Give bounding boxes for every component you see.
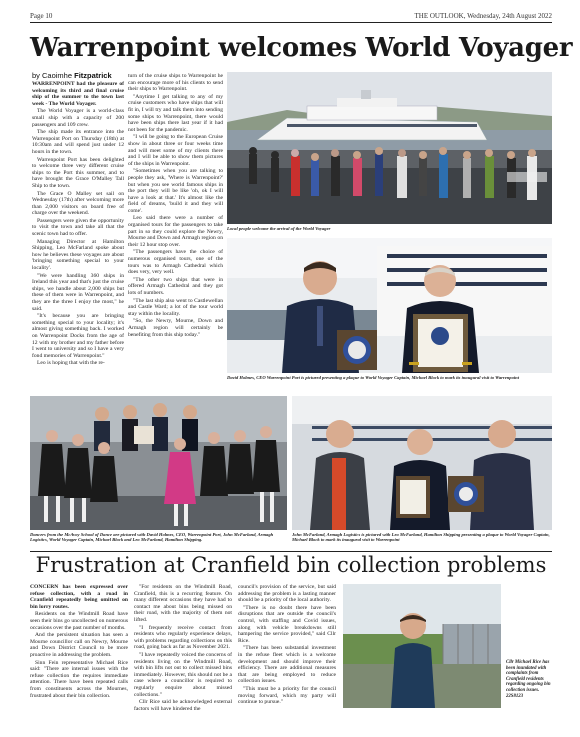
byline-prefix: by Caoimhe <box>32 71 75 80</box>
photo-cruise-ship <box>227 72 552 224</box>
group-plaque-image <box>292 396 552 530</box>
story2-column-3 <box>238 584 336 704</box>
publication-line: THE OUTLOOK, Wednesday, 24th August 2022 <box>414 12 552 20</box>
story2-column-1 <box>30 584 128 704</box>
paragraph: The Grace O Malley set sail on Wednesday (17th) after welcoming more than 2,000 visitors on board free of charge over the weekend. <box>32 190 124 217</box>
paragraph: Sinn Fein representative Michael Rice said: "There are internal issues with the refuse collection the requires immediate attention. There have been repeated calls from constituents across the Mournes, frustrated about their bin collection. <box>30 659 128 699</box>
paragraph: "Sometimes when you are talking to people they ask, 'Where is Warrenpoint?' but when you see world famous ships in the port they will be like 'oh, ok I will have a look at that.' It's almost like the field of dreams, 'build it and they will come'. <box>128 168 223 214</box>
caption-dancers: Dancers from the McAvoy School of Dance are pictured with David Holmes, CEO, Warrenpoint Port, John McFarland, Armagh Logistics, World Voyager Captain, Michael Block and Leo McFarland, Hamilton Shipping. <box>30 532 274 543</box>
photo-dancers <box>30 396 287 530</box>
paragraph: "This must be a priority for the council moving forward, which my party will continue to pursue." <box>238 685 336 706</box>
paragraph: "There has been substantial investment in the refuse fleet which is a welcome development and should improve their efficiency. There are additional measures that are being employed to reduce collection issues. <box>238 645 336 685</box>
byline <box>32 71 112 80</box>
header-rule <box>30 22 552 23</box>
page-number: Page 10 <box>30 12 53 20</box>
paragraph: Warrenpoint Port has been delighted to welcome three very different cruise ships to the Port this summer, and to have brought the Grace O'Malley Tall Ship to the town. <box>32 156 124 189</box>
caption-cruise-ship: Local people welcome the arrival of the World Voyager <box>227 226 331 231</box>
story1-column-1 <box>32 81 124 399</box>
paragraph: turn of the cruise ships to Warrenpoint he can encourage more of his clients to send their ships to Warrenpoint. <box>128 73 223 93</box>
paragraph: Cllr Rice said he acknowledged external factors will have hindered the <box>134 699 232 712</box>
photo-plaque-presentation <box>227 238 552 373</box>
paragraph: Leo said there were a number of organised tours for the passengers to take part in so they could explore the Newry, Mourne and Down and Armagh region on their 12 hour stop over. <box>128 215 223 248</box>
story-divider <box>30 551 552 552</box>
paragraph: The ship made its entrance into the Warrenpoint Port on Thursday (18th) at 10:30am and will spend just under 12 hours in the town. <box>32 129 124 155</box>
paragraph: Leo is hoping that with the re- <box>37 360 105 367</box>
dancers-image <box>30 396 287 530</box>
photo-councillor <box>343 584 501 708</box>
paragraph: "It's because you are bringing something special to your locality; it's almost giving something back. I worked on Warrenpoint Docks from the age of 12 with my brother and my father before I went to university and so I have a very fond memories of Warrenpoint." <box>32 313 124 359</box>
paragraph: Residents on the Windmill Road have seen their bins go uncollected on numerous occasions over the past number of months. <box>30 611 128 631</box>
photo-group-plaque <box>292 396 552 530</box>
paragraph: "Anytime I get talking to any of my cruise customers who have ships that will fit in, I will try and talk them into sending some ships to Warrenpoint, there would have been ships there last year if it had not been for the pandemic. <box>128 93 223 133</box>
paragraph: "The last ship also went to Castlewellan and Castle Ward; a lot of the tour world stay within the locality. <box>128 297 223 317</box>
story1-column-2 <box>128 73 223 401</box>
caption-councillor: Cllr Michael Rice has been inundated with complaints from Cranfield residents regarding ongoing bin collection issues. 22S8123 <box>506 660 551 699</box>
paragraph: "The other two ships that were in offered Armagh Cathedral and they got lots of numbers. <box>128 276 223 296</box>
headline-cranfield-bin: Frustration at Cranfield bin collection problems <box>35 553 547 577</box>
story2-column-2 <box>134 584 232 712</box>
paragraph: "I will be going to the European Cruise show in about three or four weeks time and will meet some of my clients there and I will be able to show them pictures of the ships in Warrenpoint. <box>128 134 223 167</box>
headline-world-voyager: Warrenpoint welcomes World Voyager <box>30 33 573 63</box>
lead-paragraph: WARRENPOINT had the pleasure of welcoming its third and final cruise ship of the summer to the town last week - The World Voyager. <box>32 81 124 107</box>
paragraph: The World Voyager is a world-class small ship with a capacity of 200 passengers and 109 crew. <box>32 108 124 128</box>
paragraph: "I frequently receive contact from residents who regularly experience delays, with problems regarding collections on this road, going back as far as November 2021. <box>134 624 232 651</box>
paragraph: Passengers were given the opportunity to visit the town and take all that the scenic town had to offer. <box>32 217 124 238</box>
cruise-ship-image <box>227 72 552 224</box>
paragraph: "For residents on the Windmill Road, Cranfield, this is a recurring feature. On many different occasions they have had to contact me about bins being missed on their road, with the majority of them not lifted. <box>134 584 232 623</box>
plaque-presentation-image <box>227 238 552 373</box>
councillor-image <box>343 584 501 708</box>
paragraph: council's provision of the service, but said addressing the problem is a lasting manner should be a priority of the local authority. <box>238 584 336 604</box>
byline-name: Fitzpatrick <box>74 71 112 80</box>
paragraph: "So, the Newry, Mourne, Down and Armagh region will certainly be benefiting from this ship today." <box>128 318 223 338</box>
lead-paragraph: CONCERN has been expressed over refuse collection, with a road in Cranfield repeatedly being omitted on bin lorry routes. <box>30 584 128 610</box>
paragraph: Managing Director at Hamilton Shipping, Leo McFarland spoke about how he believes these voyages are about 'bringing something special to your locality'. <box>32 238 124 272</box>
paragraph: And the persistent situation has seen a Mourne councillor call on Newry, Mourne and Down District Council to be more proactive in addressing the problem. <box>30 632 128 658</box>
caption-group-plaque: John McFarland, Armagh Logistics is pictured with Leo McFarland, Hamilton Shipping presenting a plaque to World Voyager Captain, Michael Block to mark its inaugural visit to Warrenpoint <box>292 532 550 543</box>
caption-plaque-presentation: David Holmes, CEO Warrenpoint Port is pictured presenting a plaque to World Voyager Captain, Michael Block to mark its inaugural visit to Warrenpoint <box>227 375 519 380</box>
paragraph: "There is no doubt there have been disruptions that are outside the council's control, with staffing and Covid issues, along with vehicle breakdowns still hampering the service provided," said Cllr Rice. <box>238 604 336 644</box>
paragraph: "The passengers have the choice of numerous organised tours, one of the tours was to Armagh Cathedral which does very, very well. <box>128 249 223 276</box>
paragraph: "We were handling 360 ships in Ireland this year and that's just the cruise ships, we handle about 2,000 ships but these of them were in Warrenpoint, and they are the three I enjoy the most," he said. <box>32 272 124 312</box>
paragraph: "I have repeatedly voiced the concerns of residents living on the Windmill Road, with bin lifts not out to collect missed bins immediately. However, this should not be a case where a councillor is required to regularly enquire about missed collections." <box>134 651 232 698</box>
